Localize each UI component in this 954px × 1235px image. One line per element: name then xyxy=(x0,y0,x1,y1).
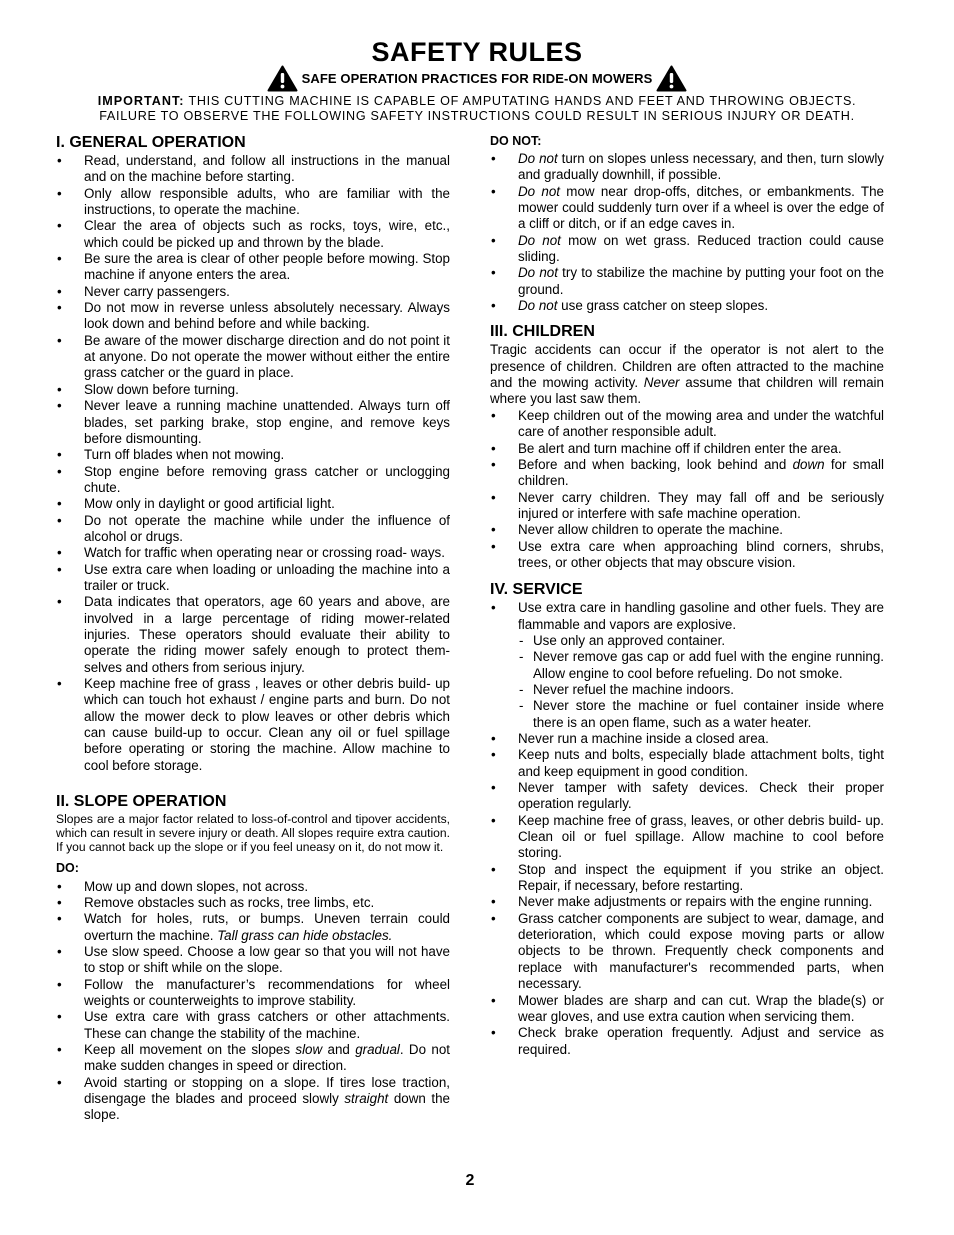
list-item: • Mow up and down slopes, not across. xyxy=(56,879,450,895)
sub-list-item: - Never remove gas cap or add fuel with the engine running. Allow engine to cool before refueling. Do not smoke. xyxy=(518,649,884,682)
important-label: IMPORTANT: xyxy=(97,94,185,108)
slope-do-not-list xyxy=(490,151,884,314)
list-item: • Data indicates that operators, age 60 years and above, are involved in a large percentage of riding mower-related injuries. These operators should evaluate their ability to operate the riding mower safely enough to protect them- selves and others from serious injury. xyxy=(56,594,450,676)
list-item: • Keep children out of the mowing area and under the watchful care of another responsible adult. xyxy=(490,408,884,441)
list-item: • Watch for traffic when operating near or crossing road- ways. xyxy=(56,545,450,561)
list-item: • Never carry children. They may fall off and be seriously injured or interfere with safe machine operation. xyxy=(490,490,884,523)
important-line-2: FAILURE TO OBSERVE THE FOLLOWING SAFETY INSTRUCTIONS COULD RESULT IN SERIOUS INJURY OR DEATH. xyxy=(99,109,855,123)
list-item: • Be sure the area is clear of other people before mowing. Stop machine if anyone enters the area. xyxy=(56,251,450,284)
list-item: • Never run a machine inside a closed area. xyxy=(490,731,884,747)
right-column xyxy=(490,133,884,1058)
list-item: • Keep machine free of grass, leaves, or other debris build- up. Clean oil or fuel spillage. Allow machine to cool before storing. xyxy=(490,813,884,862)
warning-triangle-icon xyxy=(656,65,687,92)
list-item: • Slow down before turning. xyxy=(56,382,450,398)
children-intro: Tragic accidents can occur if the operator is not alert to the presence of children. Children are often attracted to the machine and the mowing activity. Never assume that children will remain where you last saw them. xyxy=(490,342,884,407)
list-item: • Keep nuts and bolts, especially blade attachment bolts, tight and keep equipment in good condition. xyxy=(490,747,884,780)
list-item: • Use slow speed. Choose a low gear so that you will not have to stop or shift while on the slope. xyxy=(56,944,450,977)
page-title: SAFETY RULES xyxy=(371,37,583,67)
list-item: • Read, understand, and follow all instructions in the manual and on the machine before starting. xyxy=(56,153,450,186)
list-item: • Never allow children to operate the machine. xyxy=(490,522,884,538)
do-label: DO: xyxy=(56,860,79,875)
general-operation-list xyxy=(56,153,450,774)
list-item: • Watch for holes, ruts, or bumps. Uneven terrain could overturn the machine. Tall grass can hide obstacles. xyxy=(56,911,450,944)
list-item: • Use extra care in handling gasoline and other fuels. They are flammable and vapors are explosive. - Use only an approved container. - Never remove gas cap or add fuel with the engine running. Allow engine to cool before refueling. Do not smoke. - Never refuel the machine indoors. - Never store the machine or fuel container inside where there is an open flame, such as a water heater. xyxy=(490,600,884,731)
sub-list-item: - Use only an approved container. xyxy=(518,633,884,649)
list-item: • Be alert and turn machine off if children enter the area. xyxy=(490,441,884,457)
list-item: • Never tamper with safety devices. Check their proper operation regularly. xyxy=(490,780,884,813)
list-item: • Turn off blades when not mowing. xyxy=(56,447,450,463)
list-item: • Never make adjustments or repairs with the engine running. xyxy=(490,894,884,910)
list-item: • Remove obstacles such as rocks, tree limbs, etc. xyxy=(56,895,450,911)
list-item: • Do not mow near drop-offs, ditches, or embankments. The mower could suddenly turn over if a wheel is over the edge of a cliff or ditch, or if an edge caves in. xyxy=(490,184,884,233)
list-item: • Before and when backing, look behind and down for small children. xyxy=(490,457,884,490)
list-item: • Only allow responsible adults, who are familiar with the instructions, to operate the machine. xyxy=(56,186,450,219)
section-heading-service: IV. SERVICE xyxy=(490,581,583,599)
list-item: • Keep all movement on the slopes slow and gradual. Do not make sudden changes in speed or direction. xyxy=(56,1042,450,1075)
slope-do-list xyxy=(56,879,450,1124)
page-subtitle: SAFE OPERATION PRACTICES FOR RIDE-ON MOWERS xyxy=(301,70,653,86)
list-item: • Do not try to stabilize the machine by putting your foot on the ground. xyxy=(490,265,884,298)
subtitle-row xyxy=(0,64,954,92)
list-item: • Check brake operation frequently. Adjust and service as required. xyxy=(490,1025,884,1058)
important-line-1: THIS CUTTING MACHINE IS CAPABLE OF AMPUTATING HANDS AND FEET AND THROWING OBJECTS. xyxy=(188,94,857,108)
list-item: • Use extra care when loading or unloading the machine into a trailer or truck. xyxy=(56,562,450,595)
list-item: • Follow the manufacturer’s recommendations for wheel weights or counterweights to improve stability. xyxy=(56,977,450,1010)
fuel-sublist xyxy=(518,633,884,731)
slope-intro: Slopes are a major factor related to loss-of-control and tipover accidents, which can result in severe injury or death. All slopes require extra caution. If you cannot back up the slope or if you feel uneasy on it, do not mow it. xyxy=(56,812,450,855)
sub-list-item: - Never store the machine or fuel container inside where there is an open flame, such as a water heater. xyxy=(518,698,884,731)
list-item: • Stop and inspect the equipment if you strike an object. Repair, if necessary, before restarting. xyxy=(490,862,884,895)
list-item: • Grass catcher components are subject to wear, damage, and deterioration, which could expose moving parts or allow objects to be thrown. Frequently check components and replace with manufacturer's recommended parts, when necessary. xyxy=(490,911,884,993)
list-item: • Do not use grass catcher on steep slopes. xyxy=(490,298,884,314)
list-item: • Stop engine before removing grass catcher or unclogging chute. xyxy=(56,464,450,497)
list-item: • Clear the area of objects such as rocks, toys, wire, etc., which could be picked up and thrown by the blade. xyxy=(56,218,450,251)
list-item: • Do not mow on wet grass. Reduced traction could cause sliding. xyxy=(490,233,884,266)
sub-list-item: - Never refuel the machine indoors. xyxy=(518,682,884,698)
list-item: • Never carry passengers. xyxy=(56,284,450,300)
list-item: • Do not operate the machine while under the influence of alcohol or drugs. xyxy=(56,513,450,546)
do-not-label: DO NOT: xyxy=(490,134,542,148)
list-item: • Use extra care with grass catchers or other attachments. These can change the stability of the machine. xyxy=(56,1009,450,1042)
list-item: • Do not turn on slopes unless necessary, and then, turn slowly and gradually downhill, if possible. xyxy=(490,151,884,184)
section-heading-slope: II. SLOPE OPERATION xyxy=(56,793,227,811)
left-column xyxy=(56,133,450,1124)
list-item: • Be aware of the mower discharge direction and do not point it at anyone. Do not operate the mower without either the entire grass catcher or the guard in place. xyxy=(56,333,450,382)
list-item: • Never leave a running machine unattended. Always turn off blades, set parking brake, stop engine, and remove keys before dismounting. xyxy=(56,398,450,447)
list-item: • Keep machine free of grass , leaves or other debris build- up which can touch hot exhaust / engine parts and burn. Do not allow the mower deck to plow leaves or other debris which can cause build-up to occur. Clean any oil or fuel spillage before operating or storing the machine. Allow machine to cool before storage. xyxy=(56,676,450,774)
section-heading-children: III. CHILDREN xyxy=(490,323,595,341)
list-item: • Use extra care when approaching blind corners, shrubs, trees, or other objects that may obscure vision. xyxy=(490,539,884,572)
page-number: 2 xyxy=(465,1172,475,1189)
list-item: • Avoid starting or stopping on a slope. If tires lose traction, disengage the blades and proceed slowly straight down the slope. xyxy=(56,1075,450,1124)
list-item: • Do not mow in reverse unless absolutely necessary. Always look down and behind before and while backing. xyxy=(56,300,450,333)
warning-triangle-icon xyxy=(267,65,298,92)
list-item: • Mow only in daylight or good artificial light. xyxy=(56,496,450,512)
children-list xyxy=(490,408,884,571)
important-notice xyxy=(56,94,898,124)
section-heading-general: I. GENERAL OPERATION xyxy=(56,134,246,151)
service-list xyxy=(490,600,884,1058)
list-item: • Mower blades are sharp and can cut. Wrap the blade(s) or wear gloves, and use extra caution when servicing them. xyxy=(490,993,884,1026)
